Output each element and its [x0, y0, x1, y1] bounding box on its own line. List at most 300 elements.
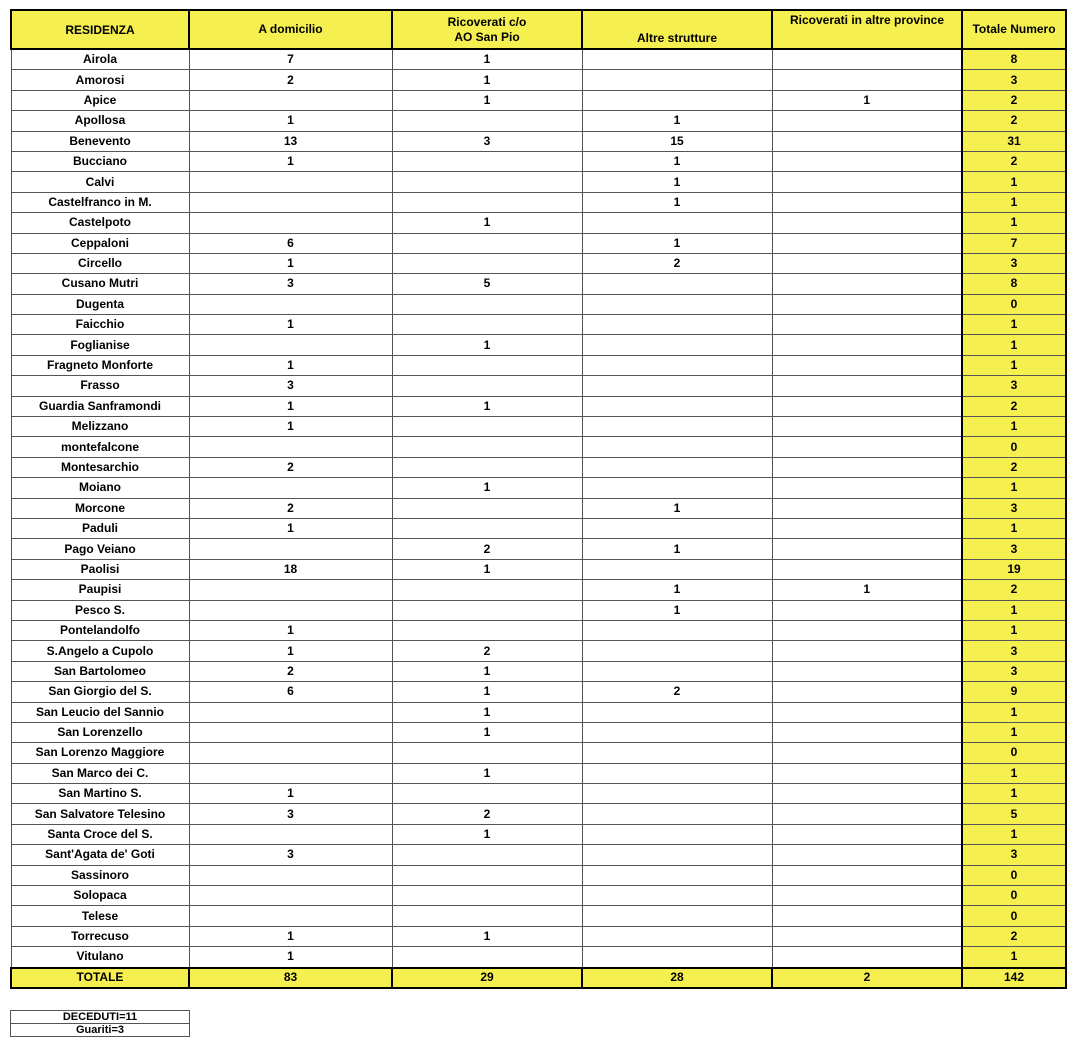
spreadsheet: [10, 9, 1067, 989]
cell-totale: 31: [962, 131, 1066, 151]
guariti-note: Guariti=3: [11, 1024, 190, 1037]
table-row: [11, 804, 1066, 824]
cell-totale: 2: [962, 151, 1066, 171]
cell-altre-strutture: [582, 947, 772, 968]
cell-totale: 1: [962, 355, 1066, 375]
cell-sanpio: [392, 947, 582, 968]
header-residenza: RESIDENZA: [11, 10, 189, 49]
cell-sanpio: [392, 315, 582, 335]
table-row: [11, 376, 1066, 396]
cell-sanpio: 1: [392, 559, 582, 579]
table-row: [11, 865, 1066, 885]
cell-altre-strutture: 1: [582, 151, 772, 171]
header-row: [11, 10, 1066, 49]
cell-altre-strutture: [582, 702, 772, 722]
cell-altre-province: [772, 518, 962, 538]
cell-altre-province: [772, 845, 962, 865]
cell-altre-province: [772, 824, 962, 844]
header-altre-strutture: Altre strutture: [582, 10, 772, 49]
cell-sanpio: 2: [392, 641, 582, 661]
cell-altre-province: [772, 620, 962, 640]
cell-altre-strutture: 1: [582, 580, 772, 600]
cell-altre-province: 1: [772, 580, 962, 600]
cell-altre-province: [772, 417, 962, 437]
cell-sanpio: [392, 620, 582, 640]
table-row: [11, 172, 1066, 192]
cell-residenza: Airola: [11, 49, 189, 70]
cell-altre-strutture: 1: [582, 233, 772, 253]
totals-altre-strutture: 28: [582, 968, 772, 988]
table-row: [11, 274, 1066, 294]
notes-box: [10, 1001, 190, 1037]
cell-totale: 9: [962, 682, 1066, 702]
cell-domicilio: 3: [189, 845, 392, 865]
cell-totale: 1: [962, 947, 1066, 968]
cell-residenza: Vitulano: [11, 947, 189, 968]
cell-residenza: Ceppaloni: [11, 233, 189, 253]
notes-table: [10, 1001, 190, 1037]
cell-altre-province: [772, 376, 962, 396]
cell-altre-province: [772, 804, 962, 824]
table-row: [11, 824, 1066, 844]
cell-domicilio: 3: [189, 804, 392, 824]
table-row: [11, 478, 1066, 498]
cell-totale: 0: [962, 294, 1066, 314]
table-row: [11, 233, 1066, 253]
table-row: [11, 151, 1066, 171]
cell-residenza: Telese: [11, 906, 189, 926]
cell-altre-province: [772, 396, 962, 416]
cell-sanpio: 1: [392, 49, 582, 70]
cell-altre-strutture: [582, 335, 772, 355]
cell-domicilio: 1: [189, 151, 392, 171]
cell-altre-strutture: 1: [582, 600, 772, 620]
table-row: [11, 213, 1066, 233]
cell-sanpio: 1: [392, 478, 582, 498]
cell-totale: 0: [962, 437, 1066, 457]
cell-residenza: Paolisi: [11, 559, 189, 579]
cell-residenza: Sassinoro: [11, 865, 189, 885]
cell-domicilio: [189, 743, 392, 763]
cell-totale: 3: [962, 845, 1066, 865]
notes-spacer: [11, 1001, 190, 1011]
cell-residenza: Paupisi: [11, 580, 189, 600]
cell-altre-province: [772, 498, 962, 518]
cell-altre-strutture: 2: [582, 253, 772, 273]
cell-altre-strutture: [582, 886, 772, 906]
table-row: [11, 947, 1066, 968]
totals-sanpio: 29: [392, 968, 582, 988]
table-row: [11, 70, 1066, 90]
cell-altre-province: [772, 886, 962, 906]
table-row: [11, 682, 1066, 702]
cell-altre-province: 1: [772, 90, 962, 110]
cell-altre-strutture: 15: [582, 131, 772, 151]
cell-altre-strutture: [582, 417, 772, 437]
table-row: [11, 661, 1066, 681]
cell-altre-province: [772, 763, 962, 783]
totals-altre-province: 2: [772, 968, 962, 988]
cell-altre-strutture: [582, 906, 772, 926]
cell-domicilio: [189, 172, 392, 192]
cell-sanpio: 2: [392, 804, 582, 824]
table-row: [11, 702, 1066, 722]
cell-sanpio: [392, 498, 582, 518]
cell-altre-strutture: [582, 661, 772, 681]
header-sanpio: [392, 10, 582, 49]
cell-domicilio: 1: [189, 926, 392, 946]
table-row: [11, 784, 1066, 804]
cell-residenza: Faicchio: [11, 315, 189, 335]
cell-totale: 1: [962, 417, 1066, 437]
cell-sanpio: 1: [392, 213, 582, 233]
cell-altre-province: [772, 865, 962, 885]
cell-domicilio: 1: [189, 620, 392, 640]
cell-sanpio: [392, 355, 582, 375]
table-row: [11, 926, 1066, 946]
cell-residenza: Moiano: [11, 478, 189, 498]
cell-domicilio: 1: [189, 355, 392, 375]
table-row: [11, 335, 1066, 355]
cell-domicilio: 1: [189, 784, 392, 804]
cell-altre-strutture: 1: [582, 498, 772, 518]
cell-domicilio: [189, 702, 392, 722]
cell-residenza: Montesarchio: [11, 457, 189, 477]
cell-domicilio: 1: [189, 641, 392, 661]
cell-altre-province: [772, 131, 962, 151]
table-row: [11, 355, 1066, 375]
cell-altre-strutture: [582, 49, 772, 70]
table-row: [11, 253, 1066, 273]
cell-domicilio: 18: [189, 559, 392, 579]
cell-sanpio: [392, 417, 582, 437]
cell-sanpio: 1: [392, 722, 582, 742]
cell-totale: 3: [962, 376, 1066, 396]
cell-domicilio: 6: [189, 682, 392, 702]
cell-altre-strutture: [582, 845, 772, 865]
cell-sanpio: 2: [392, 539, 582, 559]
cell-altre-strutture: [582, 213, 772, 233]
totals-domicilio: 83: [189, 968, 392, 988]
cell-residenza: Benevento: [11, 131, 189, 151]
cell-residenza: San Leucio del Sannio: [11, 702, 189, 722]
cell-altre-strutture: [582, 641, 772, 661]
table-row: [11, 886, 1066, 906]
cell-domicilio: 2: [189, 457, 392, 477]
cell-residenza: Bucciano: [11, 151, 189, 171]
cell-residenza: Apice: [11, 90, 189, 110]
cell-domicilio: 1: [189, 518, 392, 538]
cell-altre-strutture: [582, 90, 772, 110]
cell-totale: 2: [962, 926, 1066, 946]
cell-sanpio: [392, 865, 582, 885]
cell-altre-strutture: [582, 722, 772, 742]
cell-altre-strutture: 1: [582, 192, 772, 212]
cell-domicilio: 1: [189, 396, 392, 416]
deceduti-note: DECEDUTI=11: [11, 1011, 190, 1024]
cell-residenza: S.Angelo a Cupolo: [11, 641, 189, 661]
cell-residenza: Foglianise: [11, 335, 189, 355]
cell-totale: 2: [962, 111, 1066, 131]
cell-altre-strutture: [582, 763, 772, 783]
cell-residenza: Guardia Sanframondi: [11, 396, 189, 416]
cell-residenza: Melizzano: [11, 417, 189, 437]
cell-residenza: Santa Croce del S.: [11, 824, 189, 844]
cell-altre-strutture: [582, 824, 772, 844]
cell-totale: 2: [962, 90, 1066, 110]
cell-totale: 2: [962, 457, 1066, 477]
cell-altre-province: [772, 274, 962, 294]
cell-domicilio: [189, 539, 392, 559]
cell-totale: 2: [962, 396, 1066, 416]
cell-sanpio: [392, 376, 582, 396]
cell-sanpio: [392, 111, 582, 131]
cell-altre-strutture: [582, 804, 772, 824]
table-row: [11, 396, 1066, 416]
table-row: [11, 111, 1066, 131]
cell-sanpio: 1: [392, 90, 582, 110]
cell-altre-province: [772, 661, 962, 681]
cell-totale: 0: [962, 865, 1066, 885]
cell-sanpio: 1: [392, 682, 582, 702]
cell-sanpio: [392, 580, 582, 600]
table-row: [11, 600, 1066, 620]
cell-residenza: Cusano Mutri: [11, 274, 189, 294]
table-row: [11, 539, 1066, 559]
totals-label: TOTALE: [11, 968, 189, 988]
cell-sanpio: [392, 172, 582, 192]
cell-altre-province: [772, 947, 962, 968]
cell-altre-strutture: [582, 457, 772, 477]
cell-sanpio: [392, 886, 582, 906]
cell-altre-province: [772, 315, 962, 335]
table-row: [11, 559, 1066, 579]
cell-totale: 0: [962, 906, 1066, 926]
cell-altre-province: [772, 600, 962, 620]
cell-altre-strutture: 1: [582, 172, 772, 192]
cell-altre-province: [772, 743, 962, 763]
cell-residenza: Morcone: [11, 498, 189, 518]
cell-sanpio: [392, 253, 582, 273]
table-row: [11, 457, 1066, 477]
cell-altre-strutture: [582, 70, 772, 90]
cell-domicilio: [189, 763, 392, 783]
cell-sanpio: 1: [392, 763, 582, 783]
cell-altre-strutture: 1: [582, 539, 772, 559]
cell-residenza: Paduli: [11, 518, 189, 538]
cell-altre-strutture: [582, 620, 772, 640]
table-row: [11, 437, 1066, 457]
cell-domicilio: 2: [189, 661, 392, 681]
cell-domicilio: [189, 437, 392, 457]
cell-residenza: San Bartolomeo: [11, 661, 189, 681]
cell-altre-strutture: [582, 294, 772, 314]
table-row: [11, 620, 1066, 640]
cell-altre-province: [772, 213, 962, 233]
header-altre-province: Ricoverati in altre province: [772, 10, 962, 49]
cell-altre-province: [772, 702, 962, 722]
cell-residenza: montefalcone: [11, 437, 189, 457]
cell-totale: 7: [962, 233, 1066, 253]
table-row: [11, 498, 1066, 518]
cell-domicilio: 1: [189, 315, 392, 335]
cell-domicilio: 3: [189, 376, 392, 396]
cell-totale: 1: [962, 702, 1066, 722]
cell-sanpio: 1: [392, 926, 582, 946]
cell-altre-strutture: [582, 518, 772, 538]
cell-sanpio: [392, 518, 582, 538]
cell-sanpio: [392, 600, 582, 620]
cell-sanpio: [392, 233, 582, 253]
cell-totale: 3: [962, 253, 1066, 273]
table-row: [11, 580, 1066, 600]
cell-altre-strutture: [582, 355, 772, 375]
cell-domicilio: 6: [189, 233, 392, 253]
table-row: [11, 641, 1066, 661]
table-row: [11, 315, 1066, 335]
cell-altre-province: [772, 478, 962, 498]
table-row: [11, 131, 1066, 151]
table-row: [11, 763, 1066, 783]
cell-altre-province: [772, 233, 962, 253]
cell-altre-province: [772, 457, 962, 477]
table-row: [11, 518, 1066, 538]
cell-sanpio: [392, 784, 582, 804]
cell-domicilio: [189, 294, 392, 314]
cell-totale: 5: [962, 804, 1066, 824]
cell-altre-strutture: [582, 478, 772, 498]
header-domicilio: A domicilio: [189, 10, 392, 49]
cell-sanpio: [392, 151, 582, 171]
cell-domicilio: 13: [189, 131, 392, 151]
cell-domicilio: 2: [189, 498, 392, 518]
cell-residenza: San Lorenzo Maggiore: [11, 743, 189, 763]
cell-totale: 8: [962, 274, 1066, 294]
cell-domicilio: 3: [189, 274, 392, 294]
cell-domicilio: [189, 335, 392, 355]
cell-sanpio: [392, 294, 582, 314]
cell-totale: 3: [962, 498, 1066, 518]
cell-sanpio: [392, 437, 582, 457]
table-row: [11, 743, 1066, 763]
cell-domicilio: 1: [189, 111, 392, 131]
cell-totale: 1: [962, 600, 1066, 620]
table-row: [11, 906, 1066, 926]
cell-residenza: San Salvatore Telesino: [11, 804, 189, 824]
cell-altre-strutture: [582, 274, 772, 294]
cell-altre-province: [772, 682, 962, 702]
cell-totale: 3: [962, 661, 1066, 681]
cell-altre-strutture: [582, 376, 772, 396]
cell-domicilio: [189, 722, 392, 742]
cell-altre-province: [772, 355, 962, 375]
cell-altre-strutture: [582, 926, 772, 946]
cell-totale: 1: [962, 824, 1066, 844]
cell-totale: 1: [962, 315, 1066, 335]
cell-totale: 0: [962, 886, 1066, 906]
cell-altre-province: [772, 192, 962, 212]
totals-row: [11, 968, 1066, 988]
cell-altre-strutture: [582, 315, 772, 335]
cell-residenza: Amorosi: [11, 70, 189, 90]
cell-domicilio: 2: [189, 70, 392, 90]
cell-totale: 1: [962, 478, 1066, 498]
cell-domicilio: [189, 192, 392, 212]
table-row: [11, 294, 1066, 314]
cell-sanpio: [392, 906, 582, 926]
cell-domicilio: [189, 824, 392, 844]
cell-altre-strutture: [582, 396, 772, 416]
cell-sanpio: 1: [392, 824, 582, 844]
cell-altre-province: [772, 49, 962, 70]
cell-totale: 8: [962, 49, 1066, 70]
cell-altre-province: [772, 70, 962, 90]
cell-altre-strutture: [582, 559, 772, 579]
cell-residenza: Solopaca: [11, 886, 189, 906]
cell-totale: 2: [962, 580, 1066, 600]
cell-totale: 0: [962, 743, 1066, 763]
cell-altre-strutture: 2: [582, 682, 772, 702]
header-sanpio-line2: AO San Pio: [454, 29, 520, 44]
cell-totale: 1: [962, 213, 1066, 233]
cell-totale: 1: [962, 335, 1066, 355]
cell-altre-province: [772, 559, 962, 579]
cell-domicilio: [189, 580, 392, 600]
header-sanpio-line1: Ricoverati c/o: [447, 14, 527, 29]
cell-totale: 1: [962, 620, 1066, 640]
cell-sanpio: 3: [392, 131, 582, 151]
cell-altre-strutture: [582, 437, 772, 457]
cell-totale: 1: [962, 518, 1066, 538]
cell-sanpio: 1: [392, 335, 582, 355]
cell-residenza: Sant'Agata de' Goti: [11, 845, 189, 865]
cell-altre-province: [772, 539, 962, 559]
cell-altre-province: [772, 172, 962, 192]
cell-residenza: San Lorenzello: [11, 722, 189, 742]
cell-residenza: Castelfranco in M.: [11, 192, 189, 212]
cell-domicilio: [189, 213, 392, 233]
cell-altre-province: [772, 784, 962, 804]
cell-domicilio: 1: [189, 417, 392, 437]
cell-residenza: Pesco S.: [11, 600, 189, 620]
header-totale: Totale Numero: [962, 10, 1066, 49]
cell-sanpio: [392, 457, 582, 477]
cell-domicilio: [189, 600, 392, 620]
cell-sanpio: 1: [392, 70, 582, 90]
cell-residenza: Frasso: [11, 376, 189, 396]
cell-altre-strutture: [582, 865, 772, 885]
table-row: [11, 845, 1066, 865]
cell-totale: 1: [962, 722, 1066, 742]
cell-domicilio: [189, 865, 392, 885]
cases-table: [10, 9, 1067, 989]
cell-altre-province: [772, 294, 962, 314]
table-row: [11, 49, 1066, 70]
cell-domicilio: [189, 906, 392, 926]
cell-domicilio: [189, 886, 392, 906]
cell-residenza: San Giorgio del S.: [11, 682, 189, 702]
cell-totale: 1: [962, 784, 1066, 804]
cell-altre-strutture: 1: [582, 111, 772, 131]
cell-domicilio: 7: [189, 49, 392, 70]
table-row: [11, 417, 1066, 437]
table-row: [11, 722, 1066, 742]
totals-totale: 142: [962, 968, 1066, 988]
cell-altre-province: [772, 151, 962, 171]
cell-altre-province: [772, 906, 962, 926]
cell-residenza: Circello: [11, 253, 189, 273]
cell-totale: 1: [962, 192, 1066, 212]
